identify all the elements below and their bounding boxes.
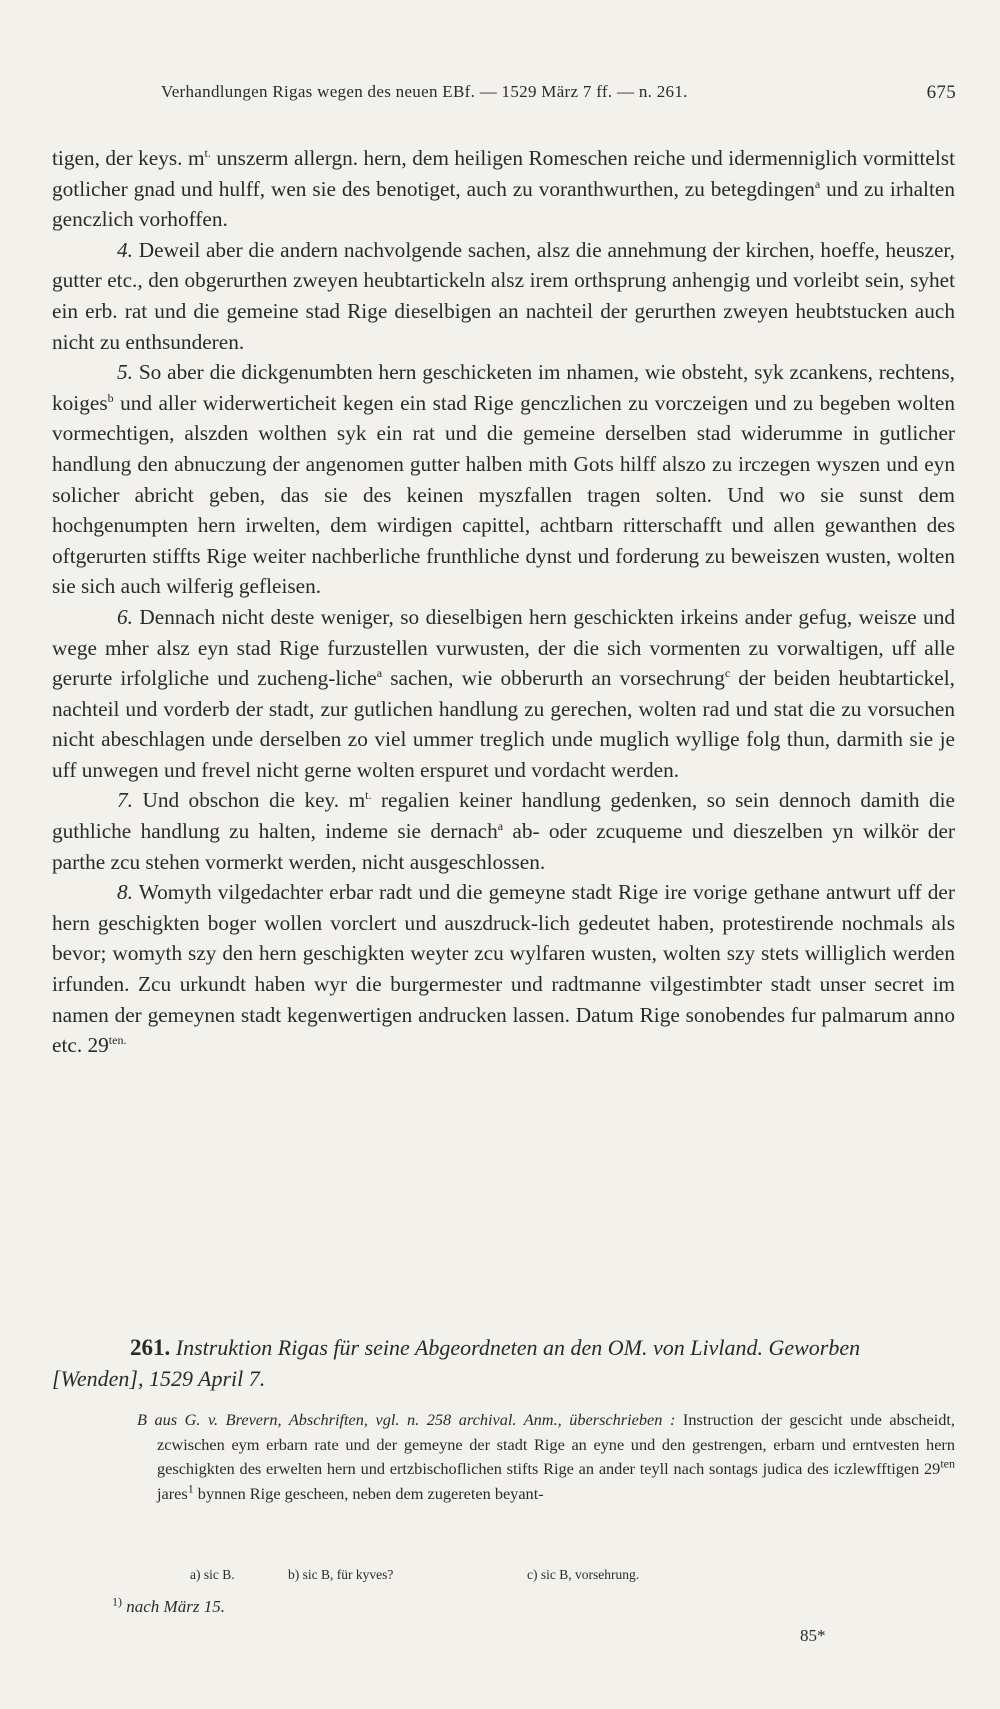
- paragraph-6: 6. Dennach nicht deste weniger, so dieselbigen hern geschickten irkeins ander gefug, weisze und wege mher alsz eyn stad Rige furzustellen vurwusten, der die sich vormenten zu vorwaltigen, uff alle gerurte irfolgliche und zucheng-liche$^a$ sachen, wie obberurth an vorsechrung$^c$ der beiden heubtartickel, nachteil und vorderb der stadt, zur gutlichen handlung zu gerechen, wolten rad und stat die zu vorsuchen nicht abeschlagen unde derselben zo viel ummer treglich unde muglich wyllige folg thun, darmith sie je uff unwegen und frevel nicht gerne wolten erspuret und vordacht werden.: [52, 604, 955, 782]
- document-heading: [52, 1332, 955, 1394]
- footnote-b: b) sic B, für kyves?: [288, 1567, 394, 1582]
- footnote-a: a) sic B.: [190, 1567, 235, 1582]
- paragraph-7: 7. Und obschon die key. $m^{t.}$ regalien keiner handlung gedenken, so sein dennoch damith die guthliche handlung zu halten, indeme sie dernach$^a$ ab- oder zcuqueme und dieszelben yn wilkör der parthe zcu stehen vormerkt werden, nicht ausgeschlossen.: [52, 788, 956, 874]
- source-note: B aus G. v. Brevern, Abschriften, vgl. n. 258 archival. Anm., überschrieben : Instruction der gescicht unde abscheidt, zcwischen eym erbarn rate und der gemeyne der stadt Rige an eyne und den gestrengen, erbarn und erntvesten hern geschigkten des erwelten hern und ertzbischoflichen stifts Rige an ander teyll nach sontags judica des iczlewfftigen $29^{ten}$ jares$^1$ bynnen Rige gescheen, neben dem zugereten beyant-: [137, 1410, 955, 1503]
- paragraph-8: 8. Womyth vilgedachter erbar radt und die gemeyne stadt Rige ire vorige gethane antwurt uff der hern geschigkten boger wollen vorclert und auszdruck-lich gedeutet haben, protestirende nochmals als bevor; womyth szy den hern geschigkten weyter zcu wylfaren wusten, wolten szy stets williglich werden irfunden. Zcu urkundt haben wyr die burgermester und radtmanne vilgestimbter stadt unser secret im namen der gemeynen stadt kegenwertigen andrucken lassen. Datum Rige sonobendes fur palmarum anno etc. $29^{ten.}$: [52, 880, 955, 1058]
- document-number: 261.: [130, 1335, 171, 1360]
- document-title: Instruktion Rigas für seine Abgeordneten an den OM. von Livland. Geworben [Wenden], 1529 April 7.: [52, 1335, 861, 1391]
- document-261: [52, 1332, 955, 1506]
- footnote-c: c) sic B, vorsehrung.: [527, 1567, 640, 1582]
- main-text: [52, 143, 955, 1061]
- paragraph-continuation: tigen, der keys. $m^{t.}$ unszerm allergn. hern, dem heiligen Romeschen reiche und idermenniglich vormittelst gotlicher gnad und hulff, wen sie des benotiget, auch zu voranthwurthen, zu betegdingen$^a$ und zu irhalten genczlich vorhoffen.: [52, 145, 955, 232]
- paragraph-5: 5. So aber die dickgenumbten hern geschicketen im nhamen, wie obsteht, syk zcankens, rechtens, koiges$^b$ und aller widerwerticheit kegen ein stad Rige genczlichen zu vorczeigen und zu begeben wolten vormechtigen, alszden wolthen syk ein rat und die gemeine derselben stad widerumme in gutlicher handlung den abnuczung der angenomen gutter halben mith Gots hilff alszo zu irczegen wyszen und eyn solicher abricht geben, das sie des keinen myszfallen tragen solten. Und wo sie sunst dem hochgenumpten hern irwelten, dem wirdigen capittel, achtbarn ritterschafft und allen gewanthen des oftgerurten stiffts Rige weiter nachberliche frunthliche dynst und forderung zu beweiszen wusten, wolten sie sich auch wilferig gefleisen.: [52, 360, 955, 599]
- paragraph-4: 4. Deweil aber die andern nachvolgende sachen, alsz die annehmung der kirchen, hoeffe, heuszer, gutter etc., den obgerurthen zweyen heubtartickeln alsz irem orthsprung anhengig und vorleibt sein, syhet ein erb. rat und die gemeine stad Rige dieselbigen an nachteil der gerurthen zweyen heubtstucken auch nicht zu enthsunderen.: [52, 237, 955, 354]
- signature-mark: 85*: [800, 1626, 826, 1645]
- page-number: 675: [926, 82, 956, 103]
- footnote-1: $^{1)}$ nach März 15.: [112, 1594, 225, 1616]
- running-title: Verhandlungen Rigas wegen des neuen EBf. — 1529 März 7 ff. — n. 261.: [161, 82, 688, 101]
